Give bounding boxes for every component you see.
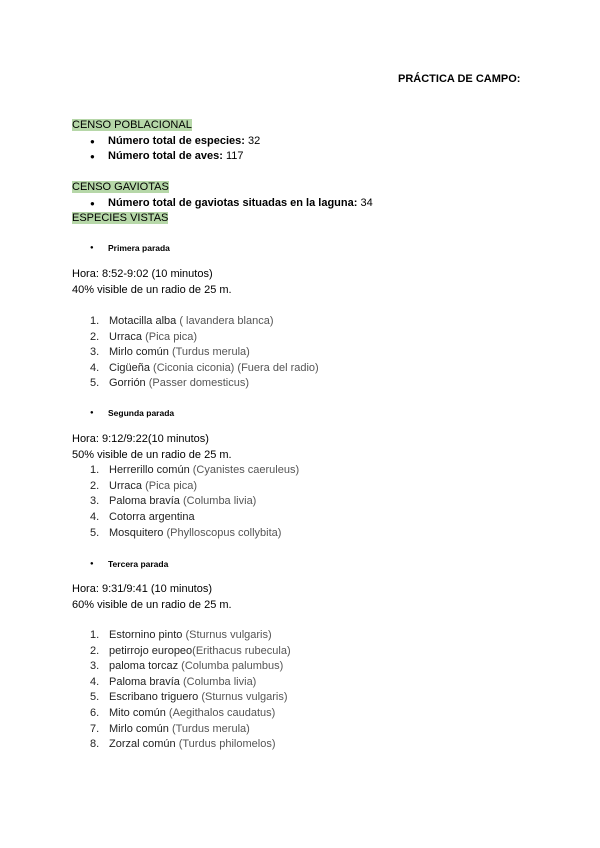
stop-1-species: [72, 314, 542, 392]
item-number: 1.: [90, 315, 100, 327]
item-number: 2.: [90, 330, 100, 343]
species-detail: (Sturnus vulgaris): [182, 629, 272, 641]
list-item: [72, 526, 542, 542]
list-item: [72, 330, 542, 346]
stop-3: [72, 557, 542, 573]
stop-1: [72, 241, 542, 257]
item-number: 7.: [90, 722, 100, 735]
stop-visibility: 40% visible de un radio de 25 m.: [72, 283, 232, 296]
species-detail: (Sturnus vulgaris): [198, 691, 288, 704]
species-name: Herrerillo común: [109, 464, 190, 477]
list-item: [72, 376, 542, 392]
species-detail: (Columba palumbus): [178, 660, 284, 673]
species-name: Motacilla alba: [109, 315, 177, 327]
item-number: 5.: [90, 526, 100, 539]
item-number: 3.: [90, 660, 100, 673]
stop-2: [72, 406, 542, 422]
item-number: 2.: [90, 644, 100, 657]
item-label: Número total de gaviotas situadas en la laguna:: [108, 196, 358, 209]
species-detail: (Pica pica): [142, 330, 198, 343]
page-title: PRÁCTICA DE CAMPO:: [398, 73, 521, 85]
item-number: 6.: [90, 706, 100, 719]
item-number: 4.: [90, 361, 100, 374]
species-name: Mirlo común: [109, 346, 169, 359]
stop-time: Hora: 9:31/9:41 (10 minutos): [72, 583, 213, 595]
species-detail: (Turdus merula): [168, 722, 250, 735]
list-item: [72, 494, 542, 510]
species-name: Zorzal común: [109, 738, 176, 751]
species-detail: (Phylloscopus collybita): [163, 526, 282, 539]
stop-time: Hora: 9:12/9:22(10 minutos): [72, 433, 209, 445]
species-name: Paloma bravía: [109, 675, 180, 688]
list-item: [72, 722, 542, 738]
stop-2-info: [72, 432, 542, 541]
list-item: [72, 361, 542, 377]
stop-3-species: [72, 628, 542, 753]
item-label: Número total de aves:: [108, 150, 223, 163]
censo-poblacional-heading: CENSO POBLACIONAL: [72, 119, 192, 131]
item-number: 4.: [90, 675, 100, 688]
species-detail: (Columba livia): [179, 675, 257, 688]
list-item: [72, 644, 542, 660]
species-name: petirrojo europeo: [109, 644, 193, 657]
item-value: 34: [357, 196, 373, 209]
censo-poblacional-list: [72, 134, 542, 165]
item-value: 32: [244, 134, 261, 147]
species-detail: (Passer domesticus): [145, 377, 249, 390]
censo-gaviotas-list: [72, 196, 542, 212]
species-detail: (Turdus philomelos): [175, 738, 276, 751]
species-detail: (Cyanistes caeruleus): [189, 464, 300, 477]
item-label: Número total de especies:: [108, 134, 245, 147]
species-name: Mito común: [109, 706, 166, 719]
item-number: 2.: [90, 479, 100, 492]
species-name: Urraca: [109, 330, 143, 343]
list-item: [72, 510, 542, 526]
item-number: 3.: [90, 495, 100, 508]
list-item: [72, 345, 542, 361]
censo-gaviotas-section: [72, 180, 542, 227]
item-number: 4.: [90, 510, 100, 523]
species-name: Cigüeña: [109, 361, 150, 374]
species-name: Mirlo común: [109, 722, 169, 735]
stop-2-species: [72, 463, 542, 541]
species-name: paloma torcaz: [109, 660, 179, 673]
species-detail: (Pica pica): [142, 479, 198, 492]
species-name: Urraca: [109, 479, 143, 492]
item-value: 117: [222, 150, 244, 163]
species-name: Escribano triguero: [109, 691, 199, 704]
item-number: 5.: [90, 377, 100, 390]
item-number: 1.: [90, 629, 100, 641]
censo-gaviotas-heading: CENSO GAVIOTAS: [72, 181, 169, 193]
species-name: Cotorra argentina: [109, 510, 195, 523]
stop-1-info: [72, 267, 542, 298]
stop-time: Hora: 8:52-9:02 (10 minutos): [72, 268, 213, 280]
list-item: [72, 659, 542, 675]
item-number: 1.: [90, 464, 100, 477]
species-detail: (Columba livia): [179, 495, 257, 508]
list-item: [72, 690, 542, 706]
item-number: 5.: [90, 691, 100, 704]
censo-poblacional-section: [72, 118, 542, 165]
species-name: Mosquitero: [109, 526, 164, 539]
item-number: 3.: [90, 346, 100, 359]
species-detail: (Turdus merula): [168, 346, 250, 359]
species-detail: (Erithacus rubecula): [192, 644, 291, 657]
stop-title: ● Tercera parada: [72, 557, 542, 573]
list-item: [72, 479, 542, 495]
species-name: Gorrión: [109, 377, 146, 390]
list-item: [72, 314, 542, 330]
species-name: Paloma bravía: [109, 495, 180, 508]
list-item: [72, 134, 542, 150]
species-detail: (Aegithalos caudatus): [165, 706, 276, 719]
stop-title: ● Primera parada: [72, 241, 542, 257]
species-detail: ( lavandera blanca): [176, 315, 274, 327]
list-item: [72, 463, 542, 479]
stop-visibility: 50% visible de un radio de 25 m.: [72, 448, 232, 461]
especies-vistas-heading: ESPECIES VISTAS: [72, 212, 169, 225]
stop-title: ● Segunda parada: [72, 406, 542, 422]
list-item: [72, 675, 542, 691]
stop-visibility: 60% visible de un radio de 25 m.: [72, 598, 232, 611]
list-item: [72, 196, 542, 212]
list-item: [72, 737, 542, 753]
list-item: [72, 149, 542, 165]
stop-3-info: [72, 582, 542, 613]
list-item: [72, 628, 542, 644]
species-name: Estornino pinto: [109, 629, 183, 641]
list-item: [72, 706, 542, 722]
item-number: 8.: [90, 738, 100, 751]
species-detail: (Ciconia ciconia) (Fuera del radio): [149, 361, 319, 374]
